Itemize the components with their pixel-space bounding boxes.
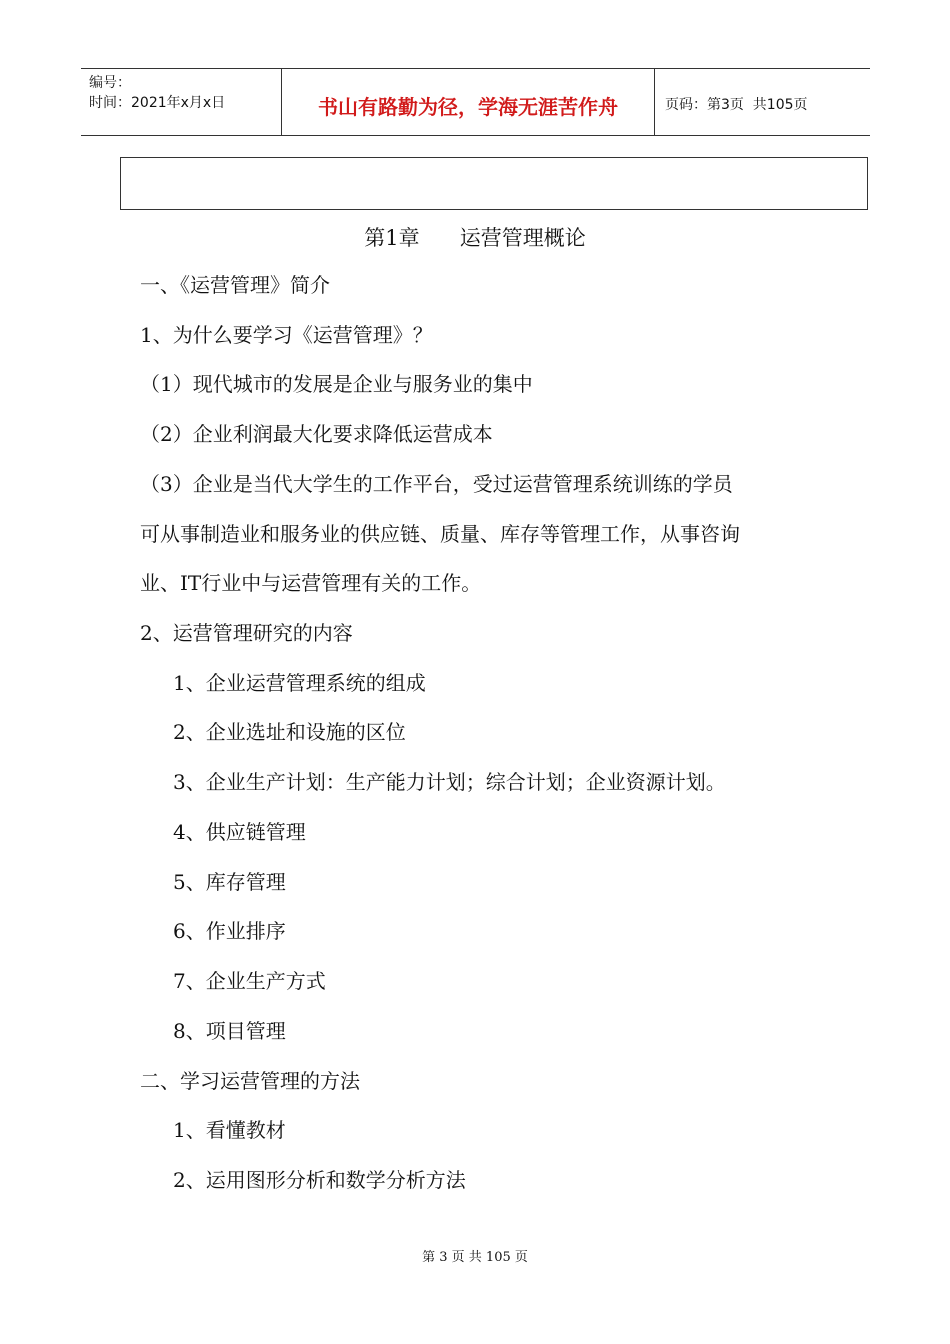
chapter-title-text: 第1章 运营管理概论	[364, 226, 586, 250]
header-page-info: 页码：第3页 共105页	[665, 97, 808, 113]
list-item: 2、企业选址和设施的区位	[173, 720, 406, 744]
header-code-label: 编号：	[89, 75, 131, 91]
header-time-label: 时间：2021年x月x日	[89, 95, 226, 111]
list-item: 1、企业运营管理系统的组成	[173, 671, 426, 695]
section-heading: 一、《运营管理》简介	[140, 273, 330, 297]
page-footer: 第 3 页 共 105 页	[422, 1250, 528, 1265]
section-heading: 二、学习运营管理的方法	[140, 1069, 360, 1093]
paragraph-line: 1、为什么要学习《运营管理》？	[140, 323, 433, 347]
header-table	[81, 68, 870, 136]
header-meta-cell	[81, 69, 282, 135]
header-page-info-cell	[655, 69, 870, 135]
section-heading: 2、运营管理研究的内容	[140, 621, 353, 645]
list-item: 7、企业生产方式	[173, 969, 326, 993]
list-item: 2、运用图形分析和数学分析方法	[173, 1168, 466, 1192]
paragraph-line: （2）企业利润最大化要求降低运营成本	[140, 422, 493, 446]
paragraph-line: （1）现代城市的发展是企业与服务业的集中	[140, 372, 533, 396]
paragraph-line: 可从事制造业和服务业的供应链、质量、库存等管理工作，从事咨询	[140, 522, 740, 546]
header-motto: 书山有路勤为径，学海无涯苦作舟	[282, 69, 655, 135]
chapter-title	[0, 222, 950, 252]
blank-box	[120, 157, 868, 210]
list-item: 1、看懂教材	[173, 1118, 286, 1142]
list-item: 5、库存管理	[173, 870, 286, 894]
list-item: 6、作业排序	[173, 919, 286, 943]
list-item: 4、供应链管理	[173, 820, 306, 844]
paragraph-line: 业、IT行业中与运营管理有关的工作。	[140, 571, 482, 595]
list-item: 8、项目管理	[173, 1019, 286, 1043]
paragraph-line: （3）企业是当代大学生的工作平台，受过运营管理系统训练的学员	[140, 472, 733, 496]
list-item: 3、企业生产计划：生产能力计划；综合计划；企业资源计划。	[173, 770, 726, 794]
